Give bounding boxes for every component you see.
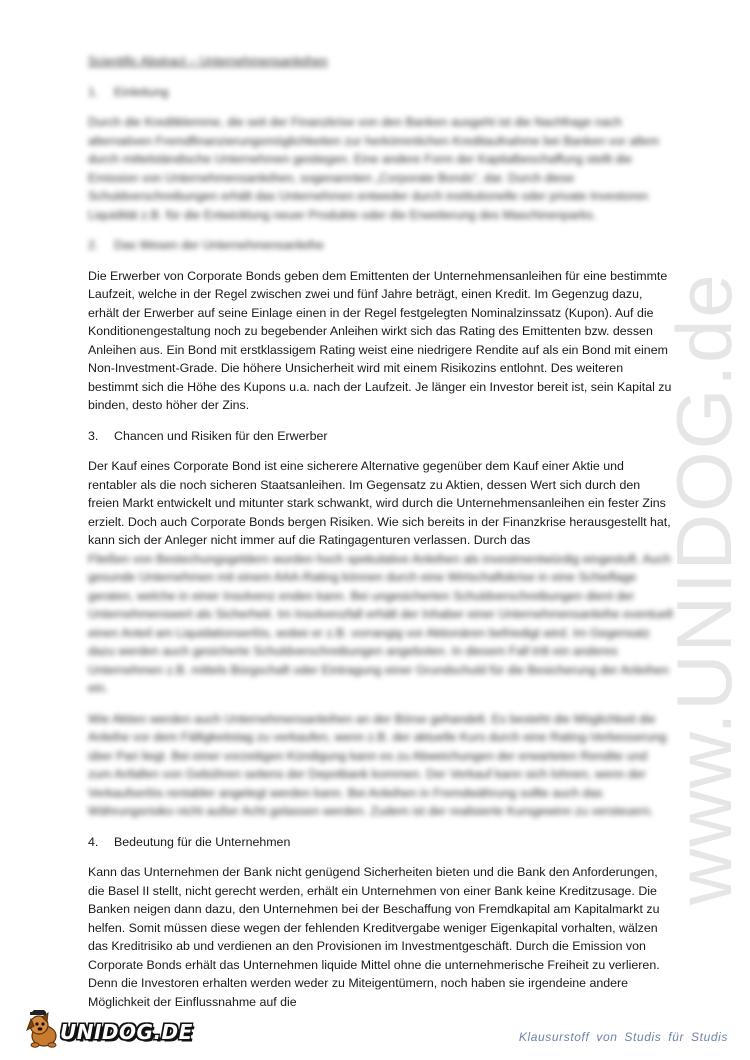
paragraph: Kann das Unternehmen der Bank nicht genügend Sicherheiten bieten und die Bank den Anforderungen, die Basel II stellt, nicht gerecht werden, erhält ein Unternehmen von einer Bank keine Kreditzusage. Die Banken neigen dann dazu, den Unternehmen bei der Beschaffung von Fremdkapital am Kapitalmarkt zu helfen. Somit müssen diese wegen der fehlenden Kreditvergabe weniger Eigenkapital vorhalten, wälzen das Kreditrisiko ab und verdienen an den Provisionen im Investmentgeschäft. Durch die Emission von Corporate Bonds erhält das Unternehmen liquide Mittel ohne die unternehmerische Freiheit zu verlieren. Denn die Investoren erhalten werden weder zu Miteigentümern, noch haben sie irgendeine andere Möglichkeit der Einflussnahme auf die — [88, 865, 660, 1009]
unidog-logo — [22, 1010, 193, 1050]
document-content — [88, 52, 673, 1023]
section-title: Das Wesen der Unternehmensanleihe — [114, 238, 324, 252]
paragraph: Fließen von Bestechungsgeldern wurden hoch spekulative Anleihen als investmentwürdig eingestuft. Auch gesunde Unternehmen mit einem AAA-Rating können durch eine Wirtschaftskrise in eine Schieflage geraten, welche in einer Insolvenz enden kann. Bei ungesicherten Schuldverschreibungen dient der Unternehmenswert als Sicherheit. Im Insolvenzfall erhält der Inhaber einer Unternehmensanleihe eventuell einen Anteil am Liquidationserlös, wobei er z.B. vorrangig vor Aktionären befriedigt wird. Im Gegensatz dazu werden auch gesicherte Schuldverschreibungen angeboten. In diesem Fall tritt ein anderes Unternehmen z.B. mittels Bürgschaft oder Eintragung einer Grundschuld für die Besicherung der Anleihen ein. — [88, 551, 673, 695]
section-heading-1 — [88, 83, 673, 102]
section-heading-3 — [88, 427, 673, 446]
paragraph: Wie Aktien werden auch Unternehmensanleihen an der Börse gehandelt. Es besteht die Möglichkeit die Anleihe vor dem Fälligkeitstag zu verkaufen, wenn z.B. der aktuelle Kurs durch eine Rating-Verbesserung über Pari liegt. Bei einer vorzeitigen Kündigung kann es zu Abweichungen der erwarteten Rendite und zum Anfallen von Gebühren seitens der Depotbank kommen. Der Verkauf kann sich lohnen, wenn der Verkaufserlös rentabler angelegt werden kann. Bei Anleihen in Fremdwährung sollte auch das Währungsrisiko nicht außer Acht gelassen werden. Zudem ist der realisierte Kursgewinn zu versteuern. — [88, 711, 667, 818]
section-heading-4 — [88, 833, 673, 852]
footer-tagline: Klausurstoff von Studis für Studis — [518, 1030, 728, 1044]
logo-text: UNIDOG.DE — [60, 1020, 193, 1044]
section-number: 1. — [88, 84, 99, 99]
document-title: Scientific Abstract – Unternehmensanleihen — [88, 54, 328, 68]
section-number: 4. — [88, 834, 99, 849]
section-title: Einleitung — [114, 84, 169, 99]
section-title: Bedeutung für die Unternehmen — [114, 834, 291, 849]
paragraph: Die Erwerber von Corporate Bonds geben dem Emittenten der Unternehmensanleihen für eine bestimmte Laufzeit, welche in der Regel zwischen zwei und fünf Jahre beträgt, einen Kredit. Im Gegenzug dazu, erhält der Erwerber auf seine Einlage einen in der Regel festgelegten Nominalzinssatz (Kupon). Auf die Konditionengestaltung noch zu begebender Anleihen wirkt sich das Rating des Emittenten bzw. dessen Anleihen aus. Ein Bond mit erstklassigem Rating weist eine niedrigere Rendite auf als ein Bond mit einem Non-Investment-Grade. Die höhere Unsicherheit wird mit einem Risikozins entlohnt. Des weiteren bestimmt sich die Höhe des Kupons u.a. nach der Laufzeit. Je länger ein Investor bereit ist, sein Kapital zu binden, desto höher der Zins. — [88, 268, 672, 412]
section-title: Chancen und Risiken für den Erwerber — [114, 428, 328, 443]
paragraph: Durch die Kreditklemme, die seit der Finanzkrise von den Banken ausgeht ist die Nachfrage nach alternativen Fremdfinanzierungsmöglichkeiten zur herkömmlichen Kreditaufnahme bei Banken vor allem durch mittelständische Unternehmen gestiegen. Eine andere Form der Kapitalbeschaffung stellt die Emission von Unternehmensanleihen, sogenannten „Corporate Bonds“, dar. Durch diese Schuldverschreibungen erhält das Unternehmen entweder durch institutionelle oder private Investoren Liquidität z.B. für die Entwicklung neuer Produkte oder die Erweiterung des Maschinenparks. — [88, 115, 659, 222]
section-number: 2. — [88, 238, 99, 252]
section-number: 3. — [88, 428, 99, 443]
paragraph: Der Kauf eines Corporate Bond ist eine sicherere Alternative gegenüber dem Kauf einer Aktie und rentabler als die noch sicheren Staatsanleihen. Im Gegensatz zu Aktien, dessen Wert sich durch den freien Markt entwickelt und mitunter stark schwankt, wird durch die Unternehmensanleihen ein fester Zins erzielt. Doch auch Corporate Bonds bergen Risiken. Wie sich bereits in der Finanzkrise herausgestellt hat, kann sich der Anleger nicht immer auf die Ratingagenturen verlassen. Durch das — [88, 459, 671, 547]
section-heading-2 — [88, 236, 673, 255]
watermark: www.UNIDOG.de — [660, 272, 748, 905]
